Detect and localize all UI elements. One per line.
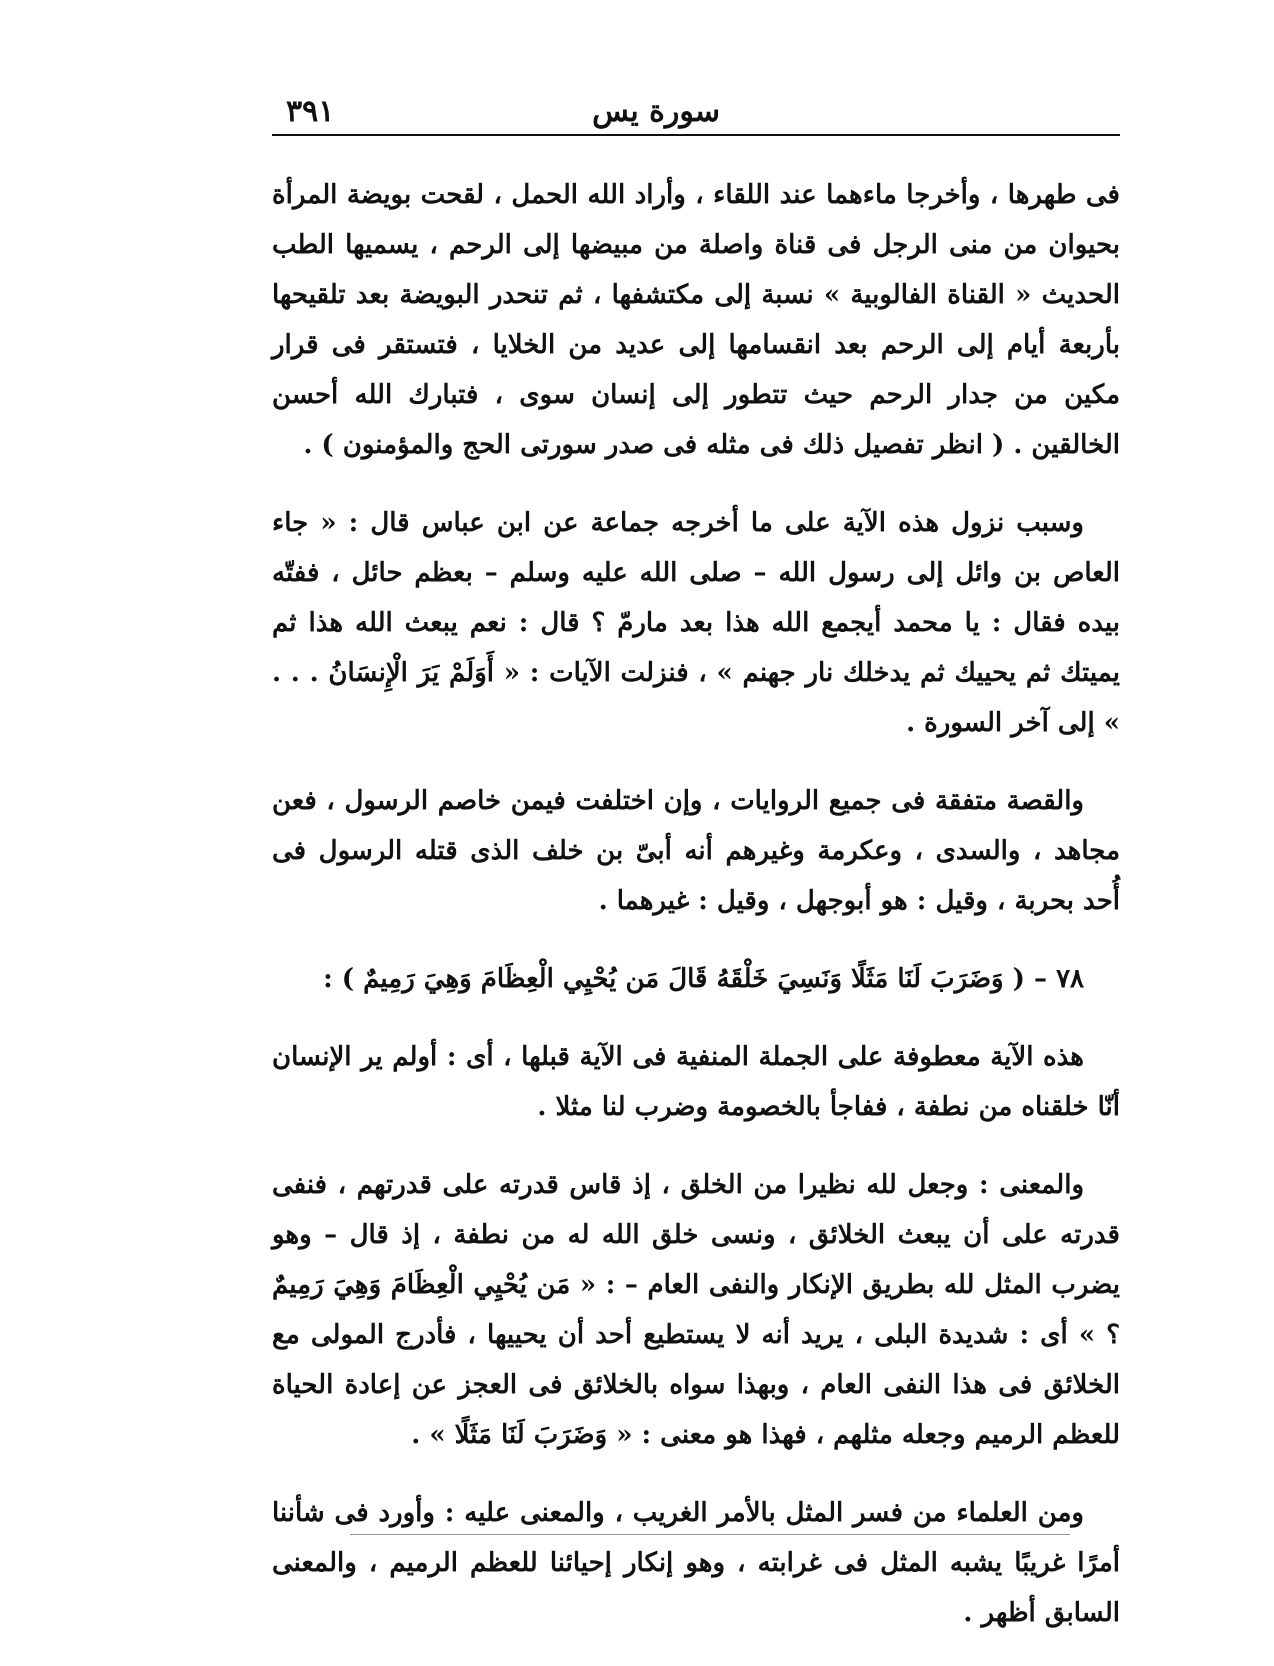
- page-body: [272, 170, 1120, 1666]
- surah-title: سورة يس: [592, 94, 720, 129]
- paragraph-5: هذه الآية معطوفة على الجملة المنفية فى الآية قبلها ، أى : أولم ير الإنسان أنّا خلقناه من نطفة ، ففاجأ بالخصومة وضرب لنا مثلا .: [272, 1042, 1120, 1122]
- paragraph-7: ومن العلماء من فسر المثل بالأمر الغريب ، والمعنى عليه : وأورد فى شأننا أمرًا غريبًا يشبه المثل فى غرابته ، وهو إنكار إحيائنا للعظم الرميم ، والمعنى السابق أظهر .: [272, 1498, 1120, 1628]
- header-rule: [272, 134, 1120, 136]
- page-header: [272, 92, 1120, 132]
- footer-rule: [350, 1534, 1070, 1535]
- page-number: ٣٩١: [286, 94, 335, 129]
- paragraph-3: والقصة متفقة فى جميع الروايات ، وإن اختلفت فيمن خاصم الرسول ، فعن مجاهد ، والسدى ، وعكرمة وغيرهم أنه أبىّ بن خلف الذى قتله الرسول فى أُحد بحربة ، وقيل : هو أبوجهل ، وقيل : غيرهما .: [272, 786, 1120, 916]
- paragraph-6: والمعنى : وجعل لله نظيرا من الخلق ، إذ قاس قدرته على قدرتهم ، فنفى قدرته على أن يبعث الخلائق ، ونسى خلق الله له من نطفة ، إذ قال – وهو يضرب المثل لله بطريق الإنكار والنفى العام – : « مَن يُحْيِي الْعِظَامَ وَهِيَ رَمِيمٌ ؟ » أى : شديدة البلى ، يريد أنه لا يستطيع أحد أن يحييها ، فأدرج المولى مع الخلائق فى هذا النفى العام ، وبهذا سواه بالخلائق فى العجز عن إعادة الحياة للعظم الرميم وجعله مثلهم ، فهذا هو معنى : « وَضَرَبَ لَنَا مَثَلًا » .: [272, 1170, 1120, 1450]
- paragraph-2: وسبب نزول هذه الآية على ما أخرجه جماعة عن ابن عباس قال : « جاء العاص بن وائل إلى رسول الله – صلى الله عليه وسلم – بعظم حائل ، ففتّه بيده فقال : يا محمد أيجمع الله هذا بعد مارمّ ؟ قال : نعم يبعث الله هذا ثم يميتك ثم يحييك ثم يدخلك نار جهنم » ، فنزلت الآيات : « أَوَلَمْ يَرَ الْإِنسَانُ . . . » إلى آخر السورة .: [272, 508, 1120, 738]
- verse-78: ٧٨ – ( وَضَرَبَ لَنَا مَثَلًا وَنَسِيَ خَلْقَهُ قَالَ مَن يُحْيِي الْعِظَامَ وَهِيَ رَمِيمٌ ) :: [323, 964, 1084, 994]
- paragraph-1: فى طهرها ، وأخرجا ماءهما عند اللقاء ، وأراد الله الحمل ، لقحت بويضة المرأة بحيوان من منى الرجل فى قناة واصلة من مبيضها إلى الرحم ، يسميها الطب الحديث « القناة الفالوبية » نسبة إلى مكتشفها ، ثم تنحدر البويضة بعد تلقيحها بأربعة أيام إلى الرحم بعد انقسامها إلى عديد من الخلايا ، فتستقر فى قرار مكين من جدار الرحم حيث تتطور إلى إنسان سوى ، فتبارك الله أحسن الخالقين . ( انظر تفصيل ذلك فى مثله فى صدر سورتى الحج والمؤمنون ) .: [272, 180, 1120, 460]
